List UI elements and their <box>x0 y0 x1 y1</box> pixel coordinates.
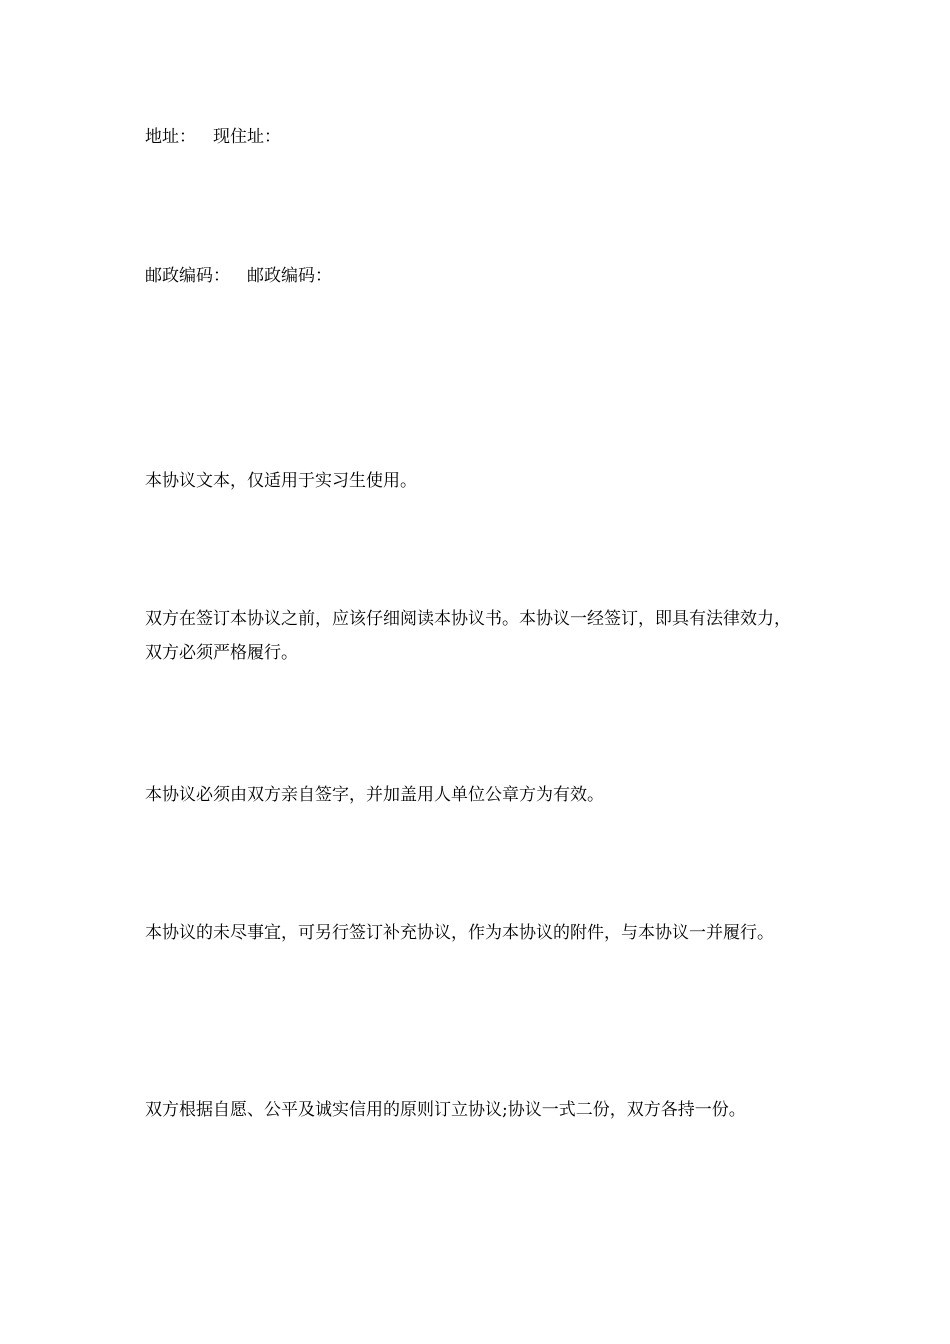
current-address-label: 现住址： <box>213 127 281 147</box>
paragraph-signature-seal: 本协议必须由双方亲自签字，并加盖用人单位公章方为有效。 <box>145 785 604 805</box>
address-line <box>145 126 281 148</box>
postal-code-label-second: 邮政编码： <box>247 266 332 286</box>
paragraph-supplementary: 本协议的未尽事宜，可另行签订补充协议，作为本协议的附件，与本协议一并履行。 <box>145 923 774 943</box>
paragraph-principles: 双方根据自愿、公平及诚实信用的原则订立协议;协议一式二份，双方各持一份。 <box>145 1100 746 1120</box>
paragraph-scope: 本协议文本，仅适用于实习生使用。 <box>145 471 417 491</box>
postal-code-line <box>145 265 332 287</box>
postal-code-label: 邮政编码： <box>145 266 230 286</box>
address-label: 地址： <box>145 127 196 147</box>
paragraph-read-carefully: 双方在签订本协议之前，应该仔细阅读本协议书。本协议一经签订，即具有法律效力，双方必须严格履行。 <box>145 609 791 663</box>
